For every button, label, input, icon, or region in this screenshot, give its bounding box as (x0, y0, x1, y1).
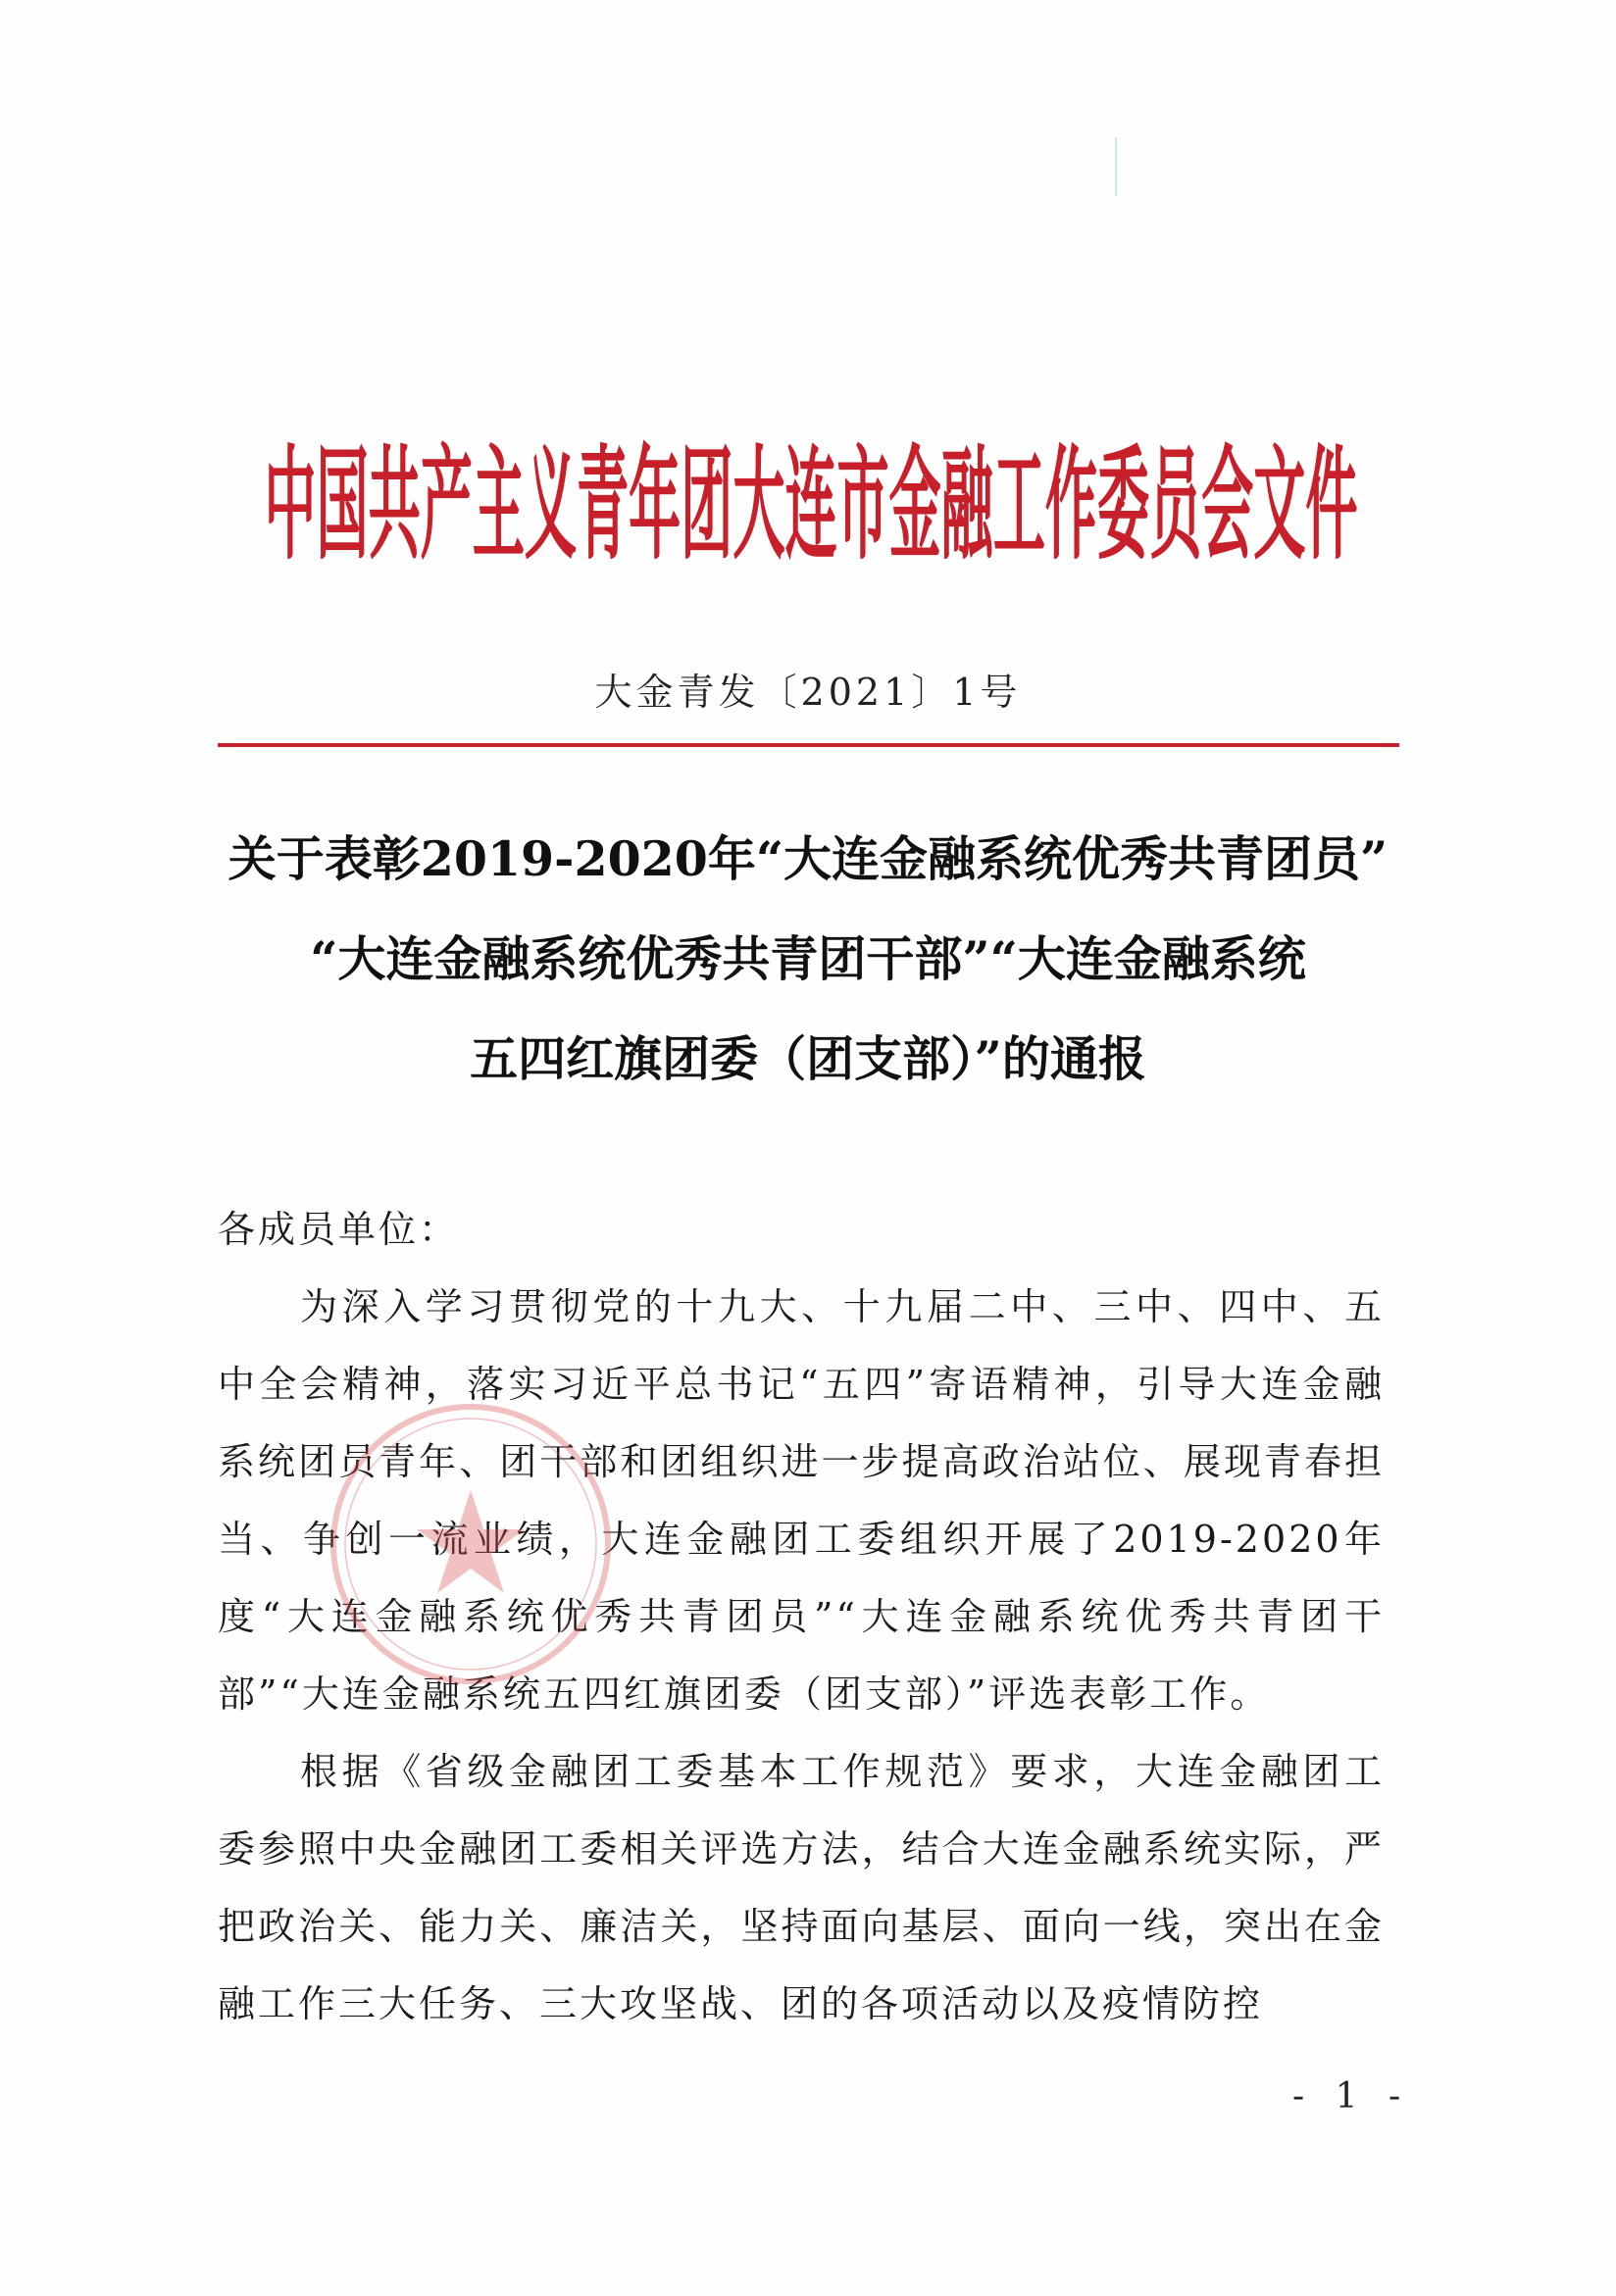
scan-artifact (1115, 137, 1117, 196)
document-header-title (260, 392, 1363, 588)
page-number: - 1 - (1292, 2076, 1411, 2117)
notice-title-line: 五四红旗团委（团支部）”的通报 (470, 1030, 1146, 1087)
red-divider-line (218, 743, 1399, 747)
document-number: 大金青发〔2021〕1号 (594, 671, 1022, 714)
header-title-text: 中国共产主义青年团大连市金融工作委员会文件 (264, 433, 1358, 576)
notice-title-line: 关于表彰2019-2020年“大连金融系统优秀共青团员” (227, 830, 1389, 887)
notice-title-line: “大连金融系统优秀共青团干部”“大连金融系统 (310, 930, 1306, 987)
body-text (218, 1191, 1385, 2043)
body-paragraph: 为深入学习贯彻党的十九大、十九届二中、三中、四中、五中全会精神，落实习近平总书记“五四”寄语精神，引导大连金融系统团员青年、团干部和团组织进一步提高政治站位、展现青春担当、争创一流业绩，大连金融团工委组织开展了2019-2020年度“大连金融系统优秀共青团员”“大连金融系统优秀共青团干部”“大连金融系统五四红旗团委（团支部）”评选表彰工作。 (218, 1285, 1385, 1716)
notice-title (196, 809, 1420, 1109)
body-paragraph: 根据《省级金融团工委基本工作规范》要求，大连金融团工委参照中央金融团工委相关评选方法，结合大连金融系统实际，严把政治关、能力关、廉洁关，坚持面向基层、面向一线，突出在金融工作三大任务、三大攻坚战、团的各项活动以及疫情防控 (218, 1750, 1385, 2025)
salutation: 各成员单位： (218, 1208, 460, 1251)
